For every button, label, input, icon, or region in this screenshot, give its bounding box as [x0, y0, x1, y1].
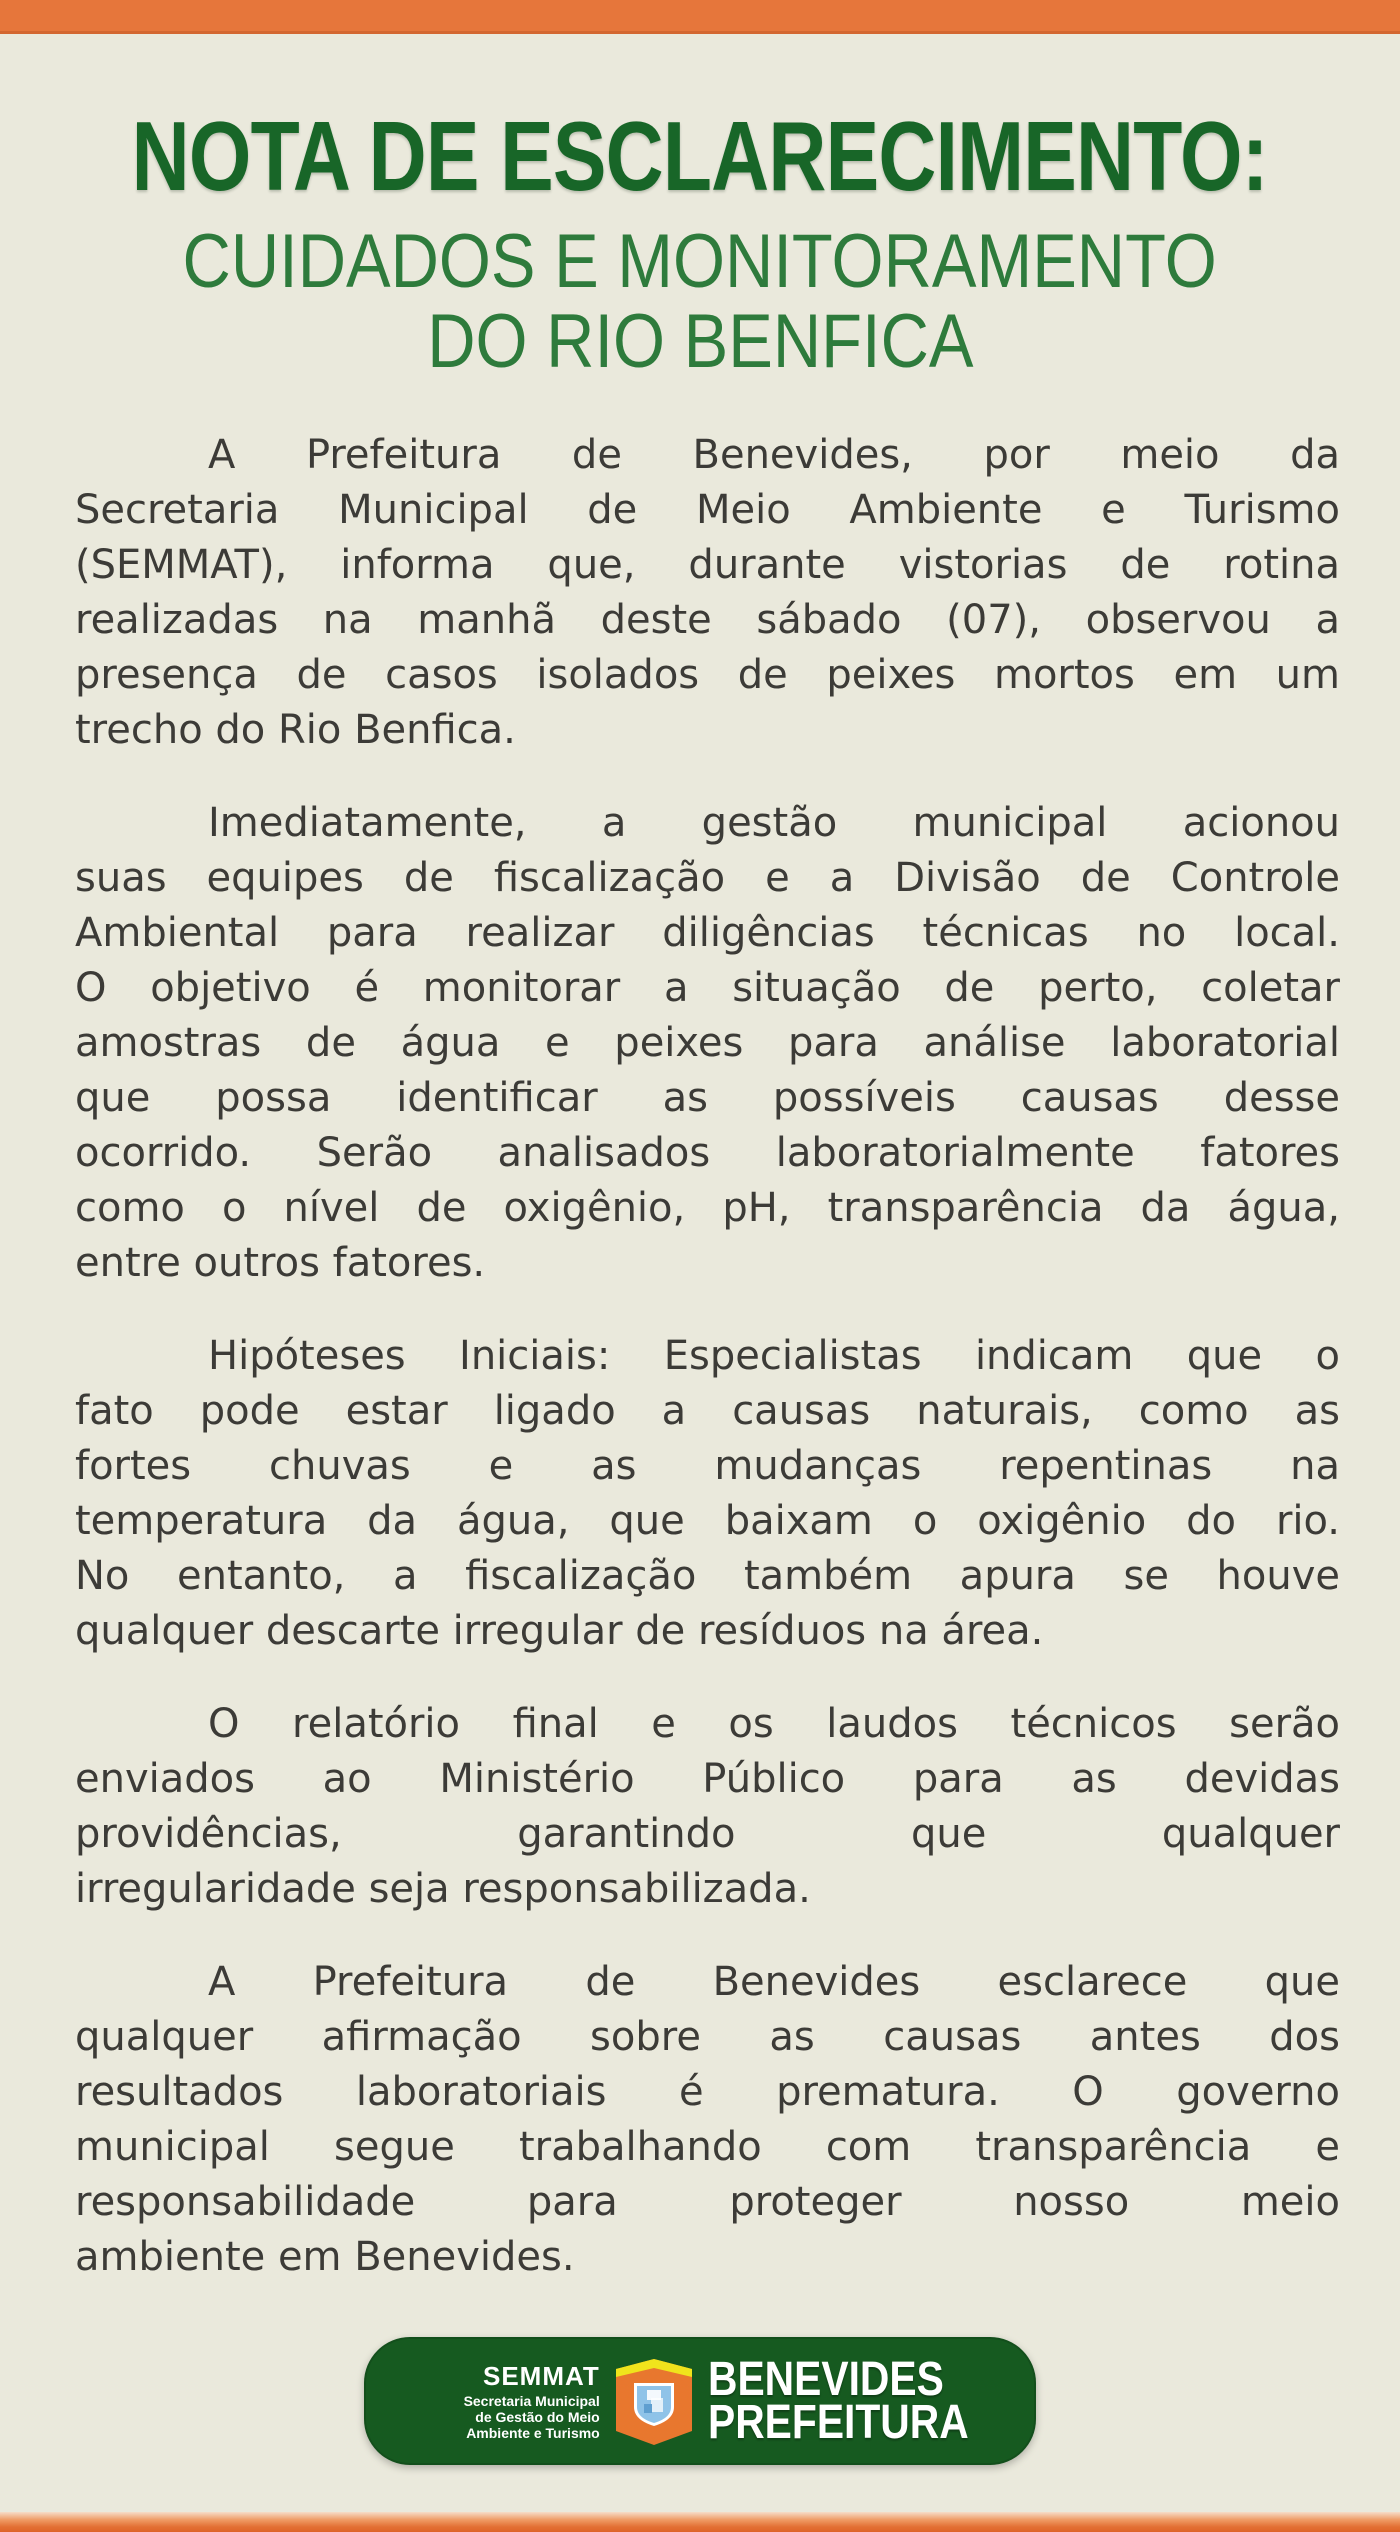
text-line: Secretaria Municipal de Meio Ambiente e Turismo	[75, 487, 1340, 533]
text-line: fato pode estar ligado a causas naturais, como as	[75, 1388, 1340, 1434]
brand-block	[707, 2353, 1015, 2449]
note-subtitle-line2	[0, 299, 1400, 384]
text-line: amostras de água e peixes para análise laboratorial	[75, 1020, 1340, 1066]
text-line: irregularidade seja responsabilizada.	[75, 1866, 811, 1912]
note-title	[0, 101, 1400, 211]
text-line: Hipóteses Iniciais: Especialistas indicam que o	[208, 1333, 1340, 1379]
text-line: entre outros fatores.	[75, 1240, 486, 1286]
note-subtitle	[0, 219, 1400, 384]
text-line: responsabilidade para proteger nosso meio	[75, 2179, 1340, 2225]
text-line: (SEMMAT), informa que, durante vistorias de rotina	[75, 542, 1340, 588]
text-line: providências, garantindo que qualquer	[75, 1811, 1340, 1857]
footer	[0, 2337, 1400, 2465]
semmat-subtitle	[464, 2393, 600, 2441]
text-line: resultados laboratoriais é prematura. O governo	[75, 2069, 1340, 2115]
text-line: que possa identificar as possíveis causas desse	[75, 1075, 1340, 1121]
note-subtitle-line2-text: DO RIO BENFICA	[426, 299, 974, 384]
brand-text	[707, 2353, 969, 2449]
text-line: realizadas na manhã deste sábado (07), observou a	[75, 597, 1340, 643]
text-line: ambiente em Benevides.	[75, 2234, 575, 2280]
text-line: A Prefeitura de Benevides, por meio da	[208, 432, 1340, 478]
text-line: como o nível de oxigênio, pH, transparência da água,	[75, 1185, 1340, 1231]
text-line: suas equipes de fiscalização e a Divisão de Controle	[75, 855, 1340, 901]
text-line: fortes chuvas e as mudanças repentinas na	[75, 1443, 1340, 1489]
text-line: temperatura da água, que baixam o oxigênio do rio.	[75, 1498, 1340, 1544]
paragraph	[75, 796, 1340, 1291]
note-subtitle-line1	[0, 219, 1400, 304]
text-line: municipal segue trabalhando com transparência e	[75, 2124, 1340, 2170]
semmat-subtitle-line: Ambiente e Turismo	[466, 2424, 600, 2441]
semmat-prefeitura-badge	[364, 2337, 1036, 2465]
header	[0, 34, 1400, 382]
text-line: Ambiental para realizar diligências técnicas no local.	[75, 910, 1340, 956]
semmat-subtitle-line: Secretaria Municipal	[463, 2392, 600, 2409]
text-line: enviados ao Ministério Público para as devidas	[75, 1756, 1340, 1802]
text-line: ocorrido. Serão analisados laboratorialmente fatores	[75, 1130, 1340, 1176]
paragraph	[75, 428, 1340, 758]
text-line: qualquer afirmação sobre as causas antes dos	[75, 2014, 1340, 2060]
note-title-text: NOTA DE ESCLARECIMENTO:	[132, 101, 1268, 211]
text-line: O objetivo é monitorar a situação de perto, coletar	[75, 965, 1340, 1011]
benevides-crest-icon	[616, 2357, 692, 2445]
article-body	[75, 428, 1340, 2285]
text-line: qualquer descarte irregular de resíduos na área.	[75, 1608, 1044, 1654]
text-line: A Prefeitura de Benevides esclarece que	[208, 1959, 1340, 2005]
text-line: O relatório final e os laudos técnicos serão	[208, 1701, 1340, 1747]
paragraph	[75, 1329, 1340, 1659]
paragraph	[75, 1955, 1340, 2285]
note-subtitle-line1-text: CUIDADOS E MONITORAMENTO	[182, 219, 1218, 304]
text-line: presença de casos isolados de peixes mortos em um	[75, 652, 1340, 698]
text-line: No entanto, a fiscalização também apura se houve	[75, 1553, 1340, 1599]
top-accent-band	[0, 0, 1400, 34]
semmat-title: SEMMAT	[483, 2360, 600, 2391]
paragraph	[75, 1697, 1340, 1917]
semmat-block	[464, 2362, 600, 2441]
text-line: trecho do Rio Benfica.	[75, 707, 516, 753]
bottom-accent-band	[0, 2512, 1400, 2532]
brand-line-prefeitura: PREFEITURA	[707, 2396, 969, 2449]
text-line: Imediatamente, a gestão municipal acionou	[208, 800, 1340, 846]
semmat-subtitle-line: de Gestão do Meio	[475, 2408, 600, 2425]
brand-line-benevides: BENEVIDES	[707, 2353, 944, 2406]
